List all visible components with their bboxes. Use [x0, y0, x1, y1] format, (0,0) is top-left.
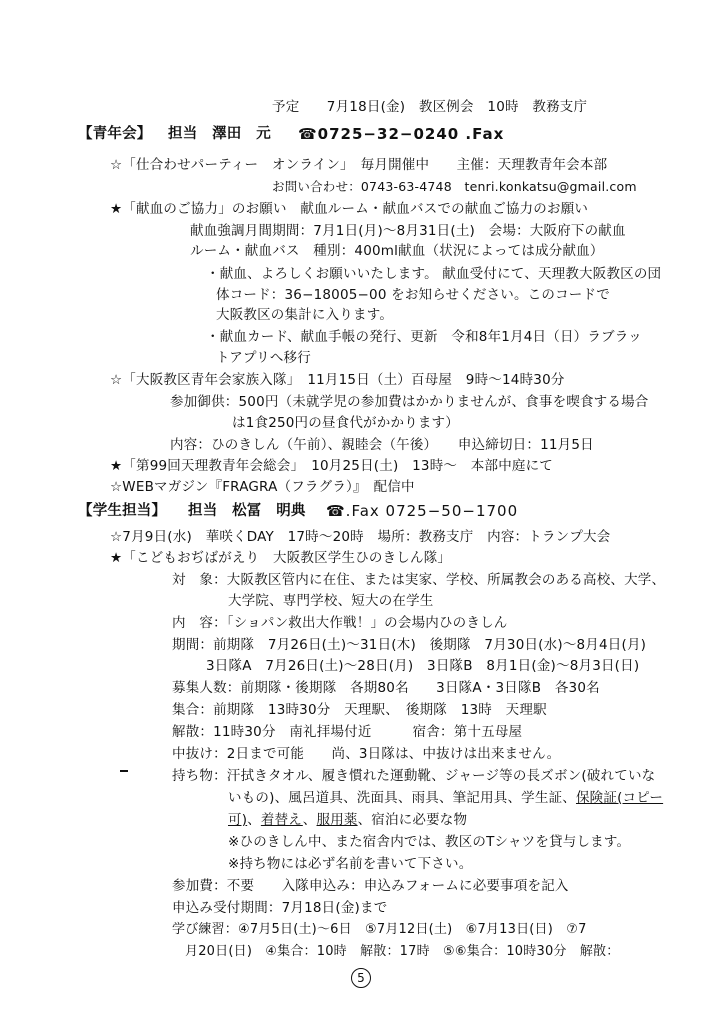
practice-1: 学び練習：④7月5日(土)〜6日 ⑤7月12日(土) ⑥7月13日(日) ⑦7 [172, 922, 587, 937]
blood-note-5: トアプリへ移行 [216, 350, 311, 366]
student-contact: 担当 松冨 明典 [188, 503, 306, 519]
items-2-text: いもの)、風呂道具、洗面具、雨具、筆記用具、学生証、 [228, 790, 576, 806]
schedule-line: 予定 7月18日(金) 教区例会 10時 教務支庁 [272, 99, 588, 115]
insurance-card-text: 保険証(コピー [575, 790, 664, 806]
assembly-line: ★「第99回天理教青年会総会」 10月25日(土) 13時〜 本部中庭にて [110, 458, 553, 474]
items-3-change-clothes: 着替え [260, 812, 303, 828]
kids-title: ★「こどもおぢばがえり 大阪教区学生ひのきしん隊」 [110, 550, 452, 566]
gather-line: 集合：前期隊 13時30分 天理駅、 後期隊 13時 天理駅 [172, 702, 547, 718]
page-number: 5 [351, 968, 371, 988]
note-2: ※持ち物には必ず名前を書いて下さい。 [228, 856, 473, 872]
family-title: ☆「大阪教区青年会家族入隊」 11月15日（土）百母屋 9時〜14時30分 [110, 372, 565, 388]
leave-line: 中抜け：2日まで可能 尚、3日隊は、中抜けは出来ません。 [172, 746, 561, 762]
period-1: 期間：前期隊 7月26日(土)〜31日(木) 後期隊 7月30日(水)〜8月4日(月) [172, 637, 647, 653]
dismiss-line: 解散：11時30分 南礼拝場付近 宿舎：第十五母屋 [172, 724, 523, 740]
student-header: 【学生担当】 [78, 503, 167, 519]
items-3-sep-1: 、 [247, 812, 261, 828]
web-line: ☆WEBマガジン『FRAGRA（フラグラ）』 配信中 [110, 479, 415, 495]
items-3 [228, 811, 467, 829]
blood-note-4: ・献血カード、献血手帳の発行、更新 令和8年1月4日（日）ラブラッ [206, 329, 642, 345]
target-2: 大学院、専門学校、短大の在学生 [228, 593, 434, 609]
blood-note-2: 体コード：36−18005−00 をお知らせください。このコードで [216, 287, 610, 303]
items-2 [228, 789, 663, 807]
youth-contact: 担当 澤田 元 [168, 126, 271, 142]
family-fee-2: は1食250円の昼食代がかかります） [232, 415, 459, 431]
family-content: 内容：ひのきしん（午前）、親睦会（午後） 申込締切日：11月5日 [170, 437, 594, 453]
day-79-line: ☆7月9日(水) 華咲くDAY 17時〜20時 場所：教務支庁 内容：トランプ大会 [110, 529, 611, 545]
student-tel: ☎.Fax 0725−50−1700 [326, 502, 519, 520]
blood-note-1: ・献血、よろしくお願いいたします。 献血受付にて、天理教大阪教区の団 [206, 266, 662, 282]
youth-tel: ☎0725−32−0240 .Fax [298, 125, 505, 143]
items-3-rest: 、宿泊に必要な物 [357, 812, 468, 828]
blood-room: ルーム・献血バス 種別：400ml献血（状況によっては成分献血） [190, 243, 604, 259]
items-3-sep-2: 、 [302, 812, 317, 828]
fee-line: 参加費：不要 入隊申込み：申込みフォームに必要事項を記入 [172, 878, 569, 894]
period-2: 3日隊A 7月26日(土)〜28日(月) 3日隊B 8月1日(金)〜8月3日(日) [206, 658, 640, 674]
inquiry-line: お問い合わせ：0743-63-4748 tenri.konkatsu@gmail.com [272, 179, 637, 194]
items-1: 持ち物：汗拭きタオル、履き慣れた運動靴、ジャージ等の長ズボン(破れていな [172, 768, 656, 784]
blood-note-3: 大阪教区の集計に入ります。 [216, 307, 394, 323]
content-line: 内 容：「ショパン救出大作戦！」の会場内ひのきしん [172, 615, 508, 631]
margin-mark [120, 770, 128, 772]
items-3-medicine: 服用薬 [316, 812, 358, 828]
blood-title: ★「献血のご協力」のお願い 献血ルーム・献血バスでの献血ご協力のお願い [110, 201, 589, 217]
youth-header: 【青年会】 [78, 126, 152, 142]
items-3-copy-ok: 可) [228, 812, 248, 828]
party-line: ☆「仕合わせパーティー オンライン」 毎月開催中 主催：天理教青年会本部 [110, 157, 608, 173]
note-1: ※ひのきしん中、また宿舎内では、教区のTシャツを貸与します。 [228, 834, 631, 850]
practice-2: 月20日(日) ④集合：10時 解散：17時 ⑤⑥集合：10時30分 解散： [185, 944, 620, 959]
recruit-line: 募集人数：前期隊・後期隊 各期80名 3日隊A・3日隊B 各30名 [172, 680, 600, 696]
deadline-line: 申込み受付期間：7月18日(金)まで [172, 900, 388, 916]
target-1: 対 象：大阪教区管内に在住、または実家、学校、所属教会のある高校、大学、 [172, 572, 666, 588]
family-fee: 参加御供：500円（未就学児の参加費はかかりませんが、食事を喫食する場合 [170, 394, 649, 410]
blood-period: 献血強調月間期間：7月1日(月)〜8月31日(土) 会場：大阪府下の献血 [190, 223, 626, 239]
